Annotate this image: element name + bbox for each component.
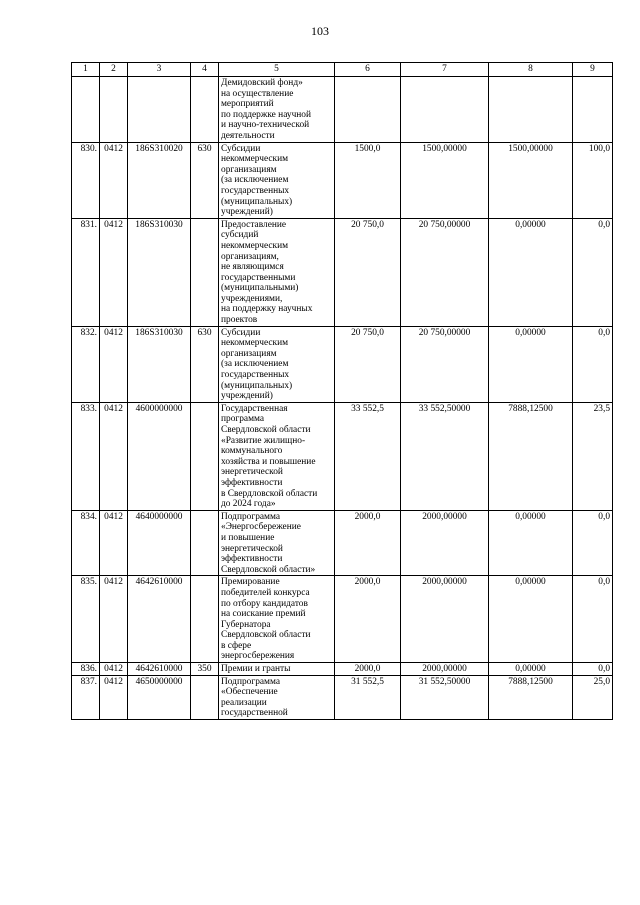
expense-type: [191, 576, 219, 663]
row-number: 837.: [72, 675, 100, 719]
header-cell: 6: [335, 63, 401, 77]
execution-percent: 0,0: [573, 218, 613, 326]
row-number: 830.: [72, 142, 100, 218]
execution-percent: 0,0: [573, 510, 613, 576]
budget-table: [71, 62, 613, 720]
executed-amount: 1500,00000: [489, 142, 573, 218]
planned-amount: 2000,0: [335, 510, 401, 576]
header-cell: 7: [401, 63, 489, 77]
approved-amount: 2000,00000: [401, 663, 489, 676]
executed-amount: [489, 77, 573, 143]
expense-type: [191, 675, 219, 719]
item-name: Премии и гранты: [219, 663, 335, 676]
executed-amount: 0,00000: [489, 663, 573, 676]
executed-amount: 7888,12500: [489, 402, 573, 510]
table-row: [72, 510, 613, 576]
section-code: [100, 77, 128, 143]
planned-amount: 31 552,5: [335, 675, 401, 719]
table-row: [72, 218, 613, 326]
expense-type: 630: [191, 142, 219, 218]
target-code: [128, 77, 191, 143]
section-code: 0412: [100, 663, 128, 676]
header-row: [72, 63, 613, 77]
table-row: [72, 77, 613, 143]
page-number: 103: [311, 24, 329, 38]
target-code: 4600000000: [128, 402, 191, 510]
table-row: [72, 675, 613, 719]
section-code: 0412: [100, 576, 128, 663]
item-name: Демидовский фонд» на осуществление мероприятий по поддержке научной и научно-технической деятельности: [219, 77, 335, 143]
execution-percent: 0,0: [573, 326, 613, 402]
row-number: 831.: [72, 218, 100, 326]
approved-amount: 2000,00000: [401, 576, 489, 663]
table-row: [72, 402, 613, 510]
header-cell: 2: [100, 63, 128, 77]
target-code: 4640000000: [128, 510, 191, 576]
table-row: [72, 142, 613, 218]
expense-type: [191, 510, 219, 576]
target-code: 186S310030: [128, 218, 191, 326]
item-name: Субсидии некоммерческим организациям (за исключением государственных (муниципальных) учреждений): [219, 142, 335, 218]
item-name: Подпрограмма «Энергосбережение и повышение энергетической эффективности Свердловской области»: [219, 510, 335, 576]
execution-percent: 0,0: [573, 663, 613, 676]
header-cell: 3: [128, 63, 191, 77]
row-number: 836.: [72, 663, 100, 676]
executed-amount: 7888,12500: [489, 675, 573, 719]
header-cell: 5: [219, 63, 335, 77]
approved-amount: 20 750,00000: [401, 326, 489, 402]
planned-amount: 2000,0: [335, 663, 401, 676]
item-name: Подпрограмма «Обеспечение реализации государственной: [219, 675, 335, 719]
row-number: 835.: [72, 576, 100, 663]
approved-amount: 31 552,50000: [401, 675, 489, 719]
section-code: 0412: [100, 402, 128, 510]
row-number: 832.: [72, 326, 100, 402]
executed-amount: 0,00000: [489, 218, 573, 326]
planned-amount: 2000,0: [335, 576, 401, 663]
planned-amount: 33 552,5: [335, 402, 401, 510]
section-code: 0412: [100, 142, 128, 218]
approved-amount: 33 552,50000: [401, 402, 489, 510]
header-cell: 9: [573, 63, 613, 77]
header-cell: 4: [191, 63, 219, 77]
table-row: [72, 326, 613, 402]
item-name: Предоставление субсидий некоммерческим организациям, не являющимся государственными (муниципальными) учреждениями, на поддержку научных проектов: [219, 218, 335, 326]
expense-type: 630: [191, 326, 219, 402]
section-code: 0412: [100, 326, 128, 402]
expense-type: 350: [191, 663, 219, 676]
table-row: [72, 576, 613, 663]
executed-amount: 0,00000: [489, 510, 573, 576]
item-name: Государственная программа Свердловской области «Развитие жилищно- коммунального хозяйства и повышение энергетической эффективности в Свердловской области до 2024 года»: [219, 402, 335, 510]
table-row: [72, 663, 613, 676]
row-number: 834.: [72, 510, 100, 576]
execution-percent: 100,0: [573, 142, 613, 218]
execution-percent: 25,0: [573, 675, 613, 719]
header-cell: 1: [72, 63, 100, 77]
execution-percent: 0,0: [573, 576, 613, 663]
section-code: 0412: [100, 675, 128, 719]
target-code: 4650000000: [128, 675, 191, 719]
section-code: 0412: [100, 218, 128, 326]
item-name: Субсидии некоммерческим организациям (за исключением государственных (муниципальных) учреждений): [219, 326, 335, 402]
approved-amount: 2000,00000: [401, 510, 489, 576]
planned-amount: 1500,0: [335, 142, 401, 218]
target-code: 4642610000: [128, 663, 191, 676]
header-cell: 8: [489, 63, 573, 77]
executed-amount: 0,00000: [489, 326, 573, 402]
execution-percent: [573, 77, 613, 143]
row-number: 833.: [72, 402, 100, 510]
expense-type: [191, 218, 219, 326]
target-code: 186S310020: [128, 142, 191, 218]
target-code: 4642610000: [128, 576, 191, 663]
planned-amount: [335, 77, 401, 143]
approved-amount: [401, 77, 489, 143]
section-code: 0412: [100, 510, 128, 576]
planned-amount: 20 750,0: [335, 218, 401, 326]
item-name: Премирование победителей конкурса по отбору кандидатов на соискание премий Губернатора Свердловской области в сфере энергосбережения: [219, 576, 335, 663]
planned-amount: 20 750,0: [335, 326, 401, 402]
executed-amount: 0,00000: [489, 576, 573, 663]
expense-type: [191, 402, 219, 510]
row-number: [72, 77, 100, 143]
execution-percent: 23,5: [573, 402, 613, 510]
target-code: 186S310030: [128, 326, 191, 402]
approved-amount: 1500,00000: [401, 142, 489, 218]
approved-amount: 20 750,00000: [401, 218, 489, 326]
expense-type: [191, 77, 219, 143]
